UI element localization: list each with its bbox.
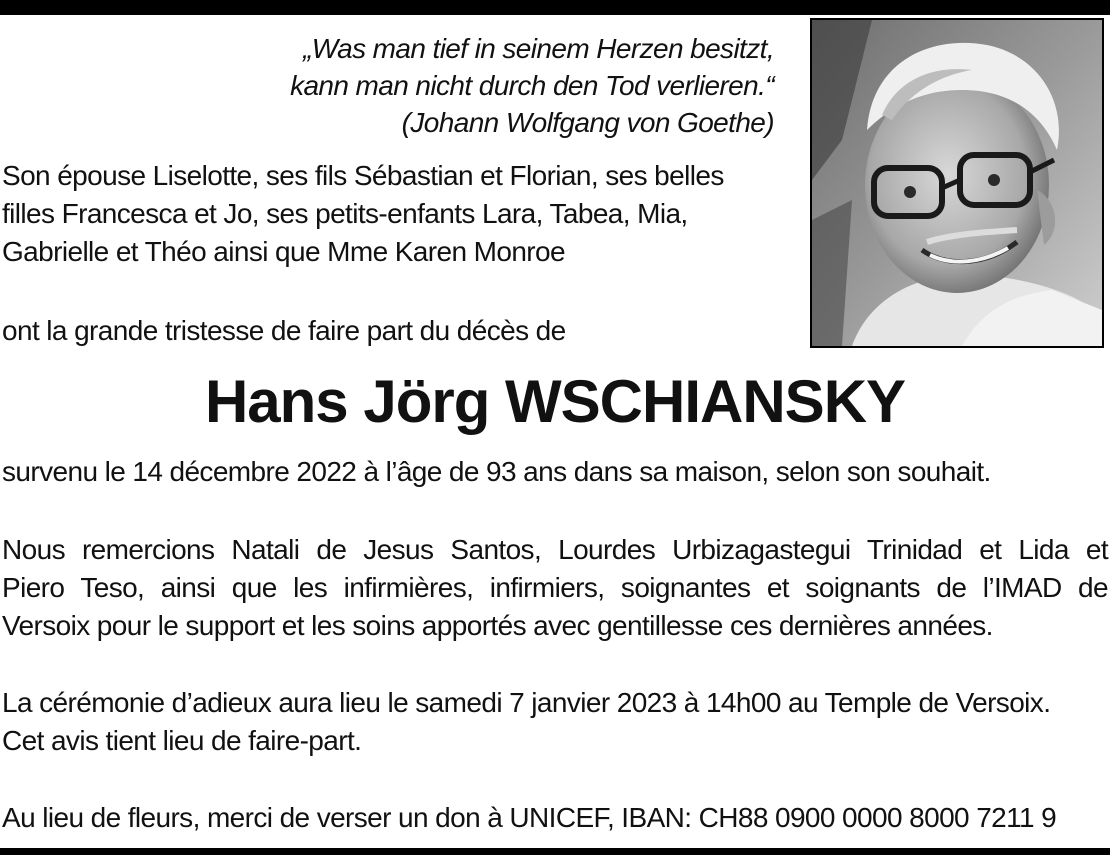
- family-line: Gabrielle et Théo ainsi que Mme Karen Monroe: [2, 236, 565, 267]
- ceremony-line: La cérémonie d’adieux aura lieu le samedi 7 janvier 2023 à 14h00 au Temple de Versoix.: [2, 687, 1051, 718]
- ceremony-line: Cet avis tient lieu de faire-part.: [2, 725, 362, 756]
- goethe-quote: [134, 30, 774, 141]
- family-line: filles Francesca et Jo, ses petits-enfants Lara, Tabea, Mia,: [2, 198, 688, 229]
- bottom-border-rule: [0, 848, 1110, 855]
- quote-line: kann man nicht durch den Tod verlieren.“: [290, 70, 774, 101]
- thanks-line: Nous remercions Natali de Jesus Santos, Lourdes Urbizagastegui Trinidad et Lida et: [2, 534, 1108, 565]
- deceased-name: Hans Jörg WSCHIANSKY: [204, 368, 906, 435]
- donation-line: Au lieu de fleurs, merci de verser un don à UNICEF, IBAN: CH88 0900 0000 8000 7211 9: [2, 802, 1057, 833]
- ceremony-paragraph: [2, 684, 1050, 760]
- announcement-text: ont la grande tristesse de faire part du décès de: [2, 315, 566, 346]
- thanks-line: Versoix pour le support et les soins apportés avec gentillesse ces dernières années.: [2, 610, 993, 641]
- death-line: survenu le 14 décembre 2022 à l’âge de 93 ans dans sa maison, selon son souhait.: [2, 456, 991, 487]
- thanks-paragraph: [2, 531, 1108, 645]
- donation-paragraph: [2, 799, 1056, 837]
- death-details: [2, 453, 991, 491]
- portrait-photo: [810, 18, 1104, 348]
- quote-line: „Was man tief in seinem Herzen besitzt,: [303, 33, 774, 64]
- quote-attribution: (Johann Wolfgang von Goethe): [401, 107, 774, 138]
- top-border-rule: [0, 0, 1110, 15]
- thanks-line: Piero Teso, ainsi que les infirmières, infirmiers, soignantes et soignants de l’IMAD de: [2, 572, 1108, 603]
- family-members: [2, 157, 802, 271]
- family-line: Son épouse Liselotte, ses fils Sébastian et Florian, ses belles: [2, 160, 724, 191]
- portrait-photo-icon: [812, 20, 1102, 346]
